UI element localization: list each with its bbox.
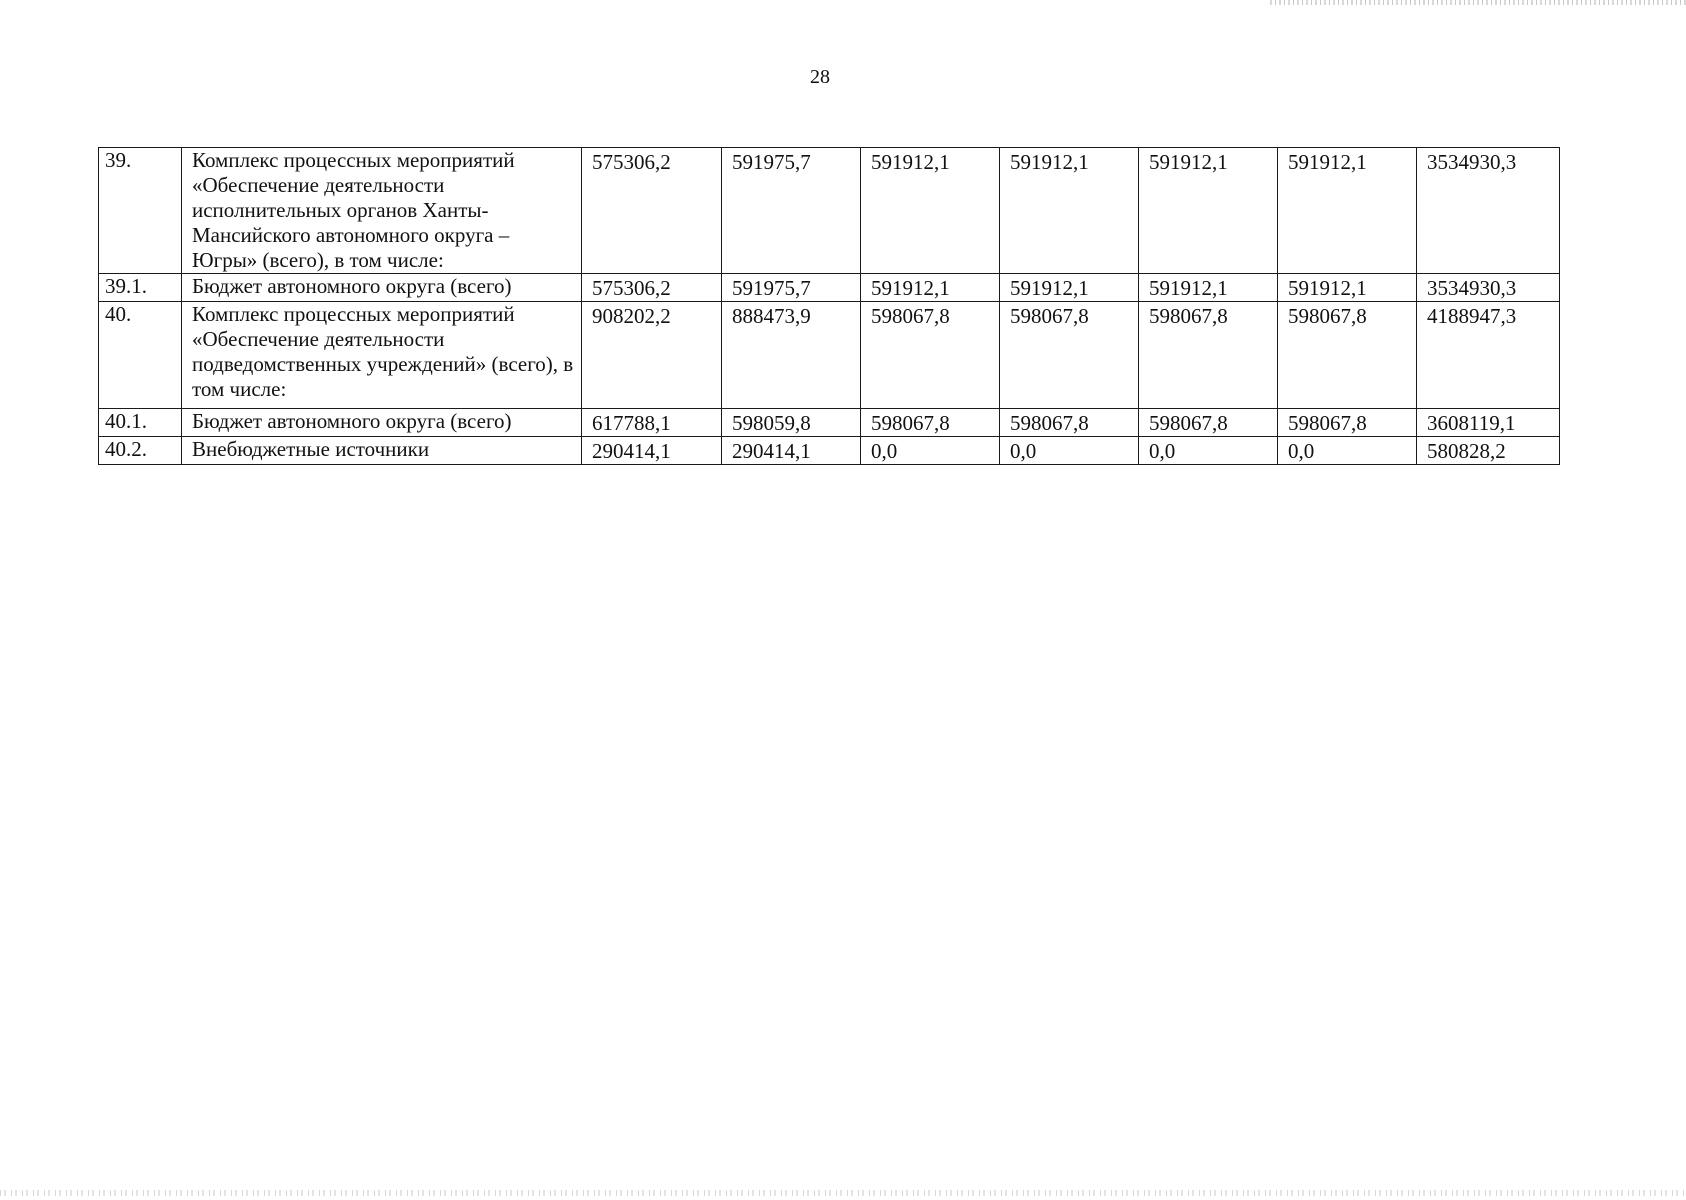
value-cell: 591912,1 (1000, 148, 1139, 274)
value-cell: 598067,8 (861, 302, 1000, 409)
value-cell: 591912,1 (1278, 274, 1417, 302)
row-number: 40.2. (99, 437, 182, 465)
value-cell: 591912,1 (1278, 148, 1417, 274)
value-cell: 598067,8 (1000, 409, 1139, 437)
value-cell: 591912,1 (1139, 274, 1278, 302)
row-name: Бюджет автономного округа (всего) (182, 274, 582, 302)
total-cell: 3608119,1 (1417, 409, 1560, 437)
value-cell: 0,0 (1278, 437, 1417, 465)
row-number: 39.1. (99, 274, 182, 302)
table-row (99, 302, 1560, 409)
page-number: 28 (810, 66, 830, 88)
row-name: Комплекс процессных мероприятий «Обеспечение деятельности подведомственных учреждений» (всего), в том числе: (182, 302, 582, 409)
table-row (99, 274, 1560, 302)
row-name: Комплекс процессных мероприятий «Обеспечение деятельности исполнительных органов Ханты-Мансийского автономного округа – Югры» (всего), в том числе: (182, 148, 582, 274)
value-cell: 598067,8 (1139, 302, 1278, 409)
scan-edge-top (1270, 0, 1686, 5)
value-cell: 591975,7 (722, 148, 861, 274)
value-cell: 290414,1 (722, 437, 861, 465)
row-number: 40.1. (99, 409, 182, 437)
value-cell: 591912,1 (861, 274, 1000, 302)
row-number: 39. (99, 148, 182, 274)
scan-edge-bottom (0, 1190, 1686, 1196)
row-number: 40. (99, 302, 182, 409)
value-cell: 0,0 (861, 437, 1000, 465)
value-cell: 591912,1 (1000, 274, 1139, 302)
table-row (99, 409, 1560, 437)
value-cell: 575306,2 (582, 148, 722, 274)
row-name: Бюджет автономного округа (всего) (182, 409, 582, 437)
value-cell: 591912,1 (861, 148, 1000, 274)
value-cell: 617788,1 (582, 409, 722, 437)
value-cell: 0,0 (1000, 437, 1139, 465)
value-cell: 591912,1 (1139, 148, 1278, 274)
value-cell: 598067,8 (1278, 302, 1417, 409)
value-cell: 598067,8 (1000, 302, 1139, 409)
row-name: Внебюджетные источники (182, 437, 582, 465)
value-cell: 0,0 (1139, 437, 1278, 465)
value-cell: 290414,1 (582, 437, 722, 465)
value-cell: 575306,2 (582, 274, 722, 302)
value-cell: 598067,8 (1139, 409, 1278, 437)
total-cell: 580828,2 (1417, 437, 1560, 465)
total-cell: 4188947,3 (1417, 302, 1560, 409)
value-cell: 591975,7 (722, 274, 861, 302)
table-row (99, 148, 1560, 274)
table-row (99, 437, 1560, 465)
value-cell: 888473,9 (722, 302, 861, 409)
total-cell: 3534930,3 (1417, 148, 1560, 274)
value-cell: 598059,8 (722, 409, 861, 437)
value-cell: 598067,8 (1278, 409, 1417, 437)
value-cell: 598067,8 (861, 409, 1000, 437)
total-cell: 3534930,3 (1417, 274, 1560, 302)
budget-table (98, 147, 1560, 465)
value-cell: 908202,2 (582, 302, 722, 409)
